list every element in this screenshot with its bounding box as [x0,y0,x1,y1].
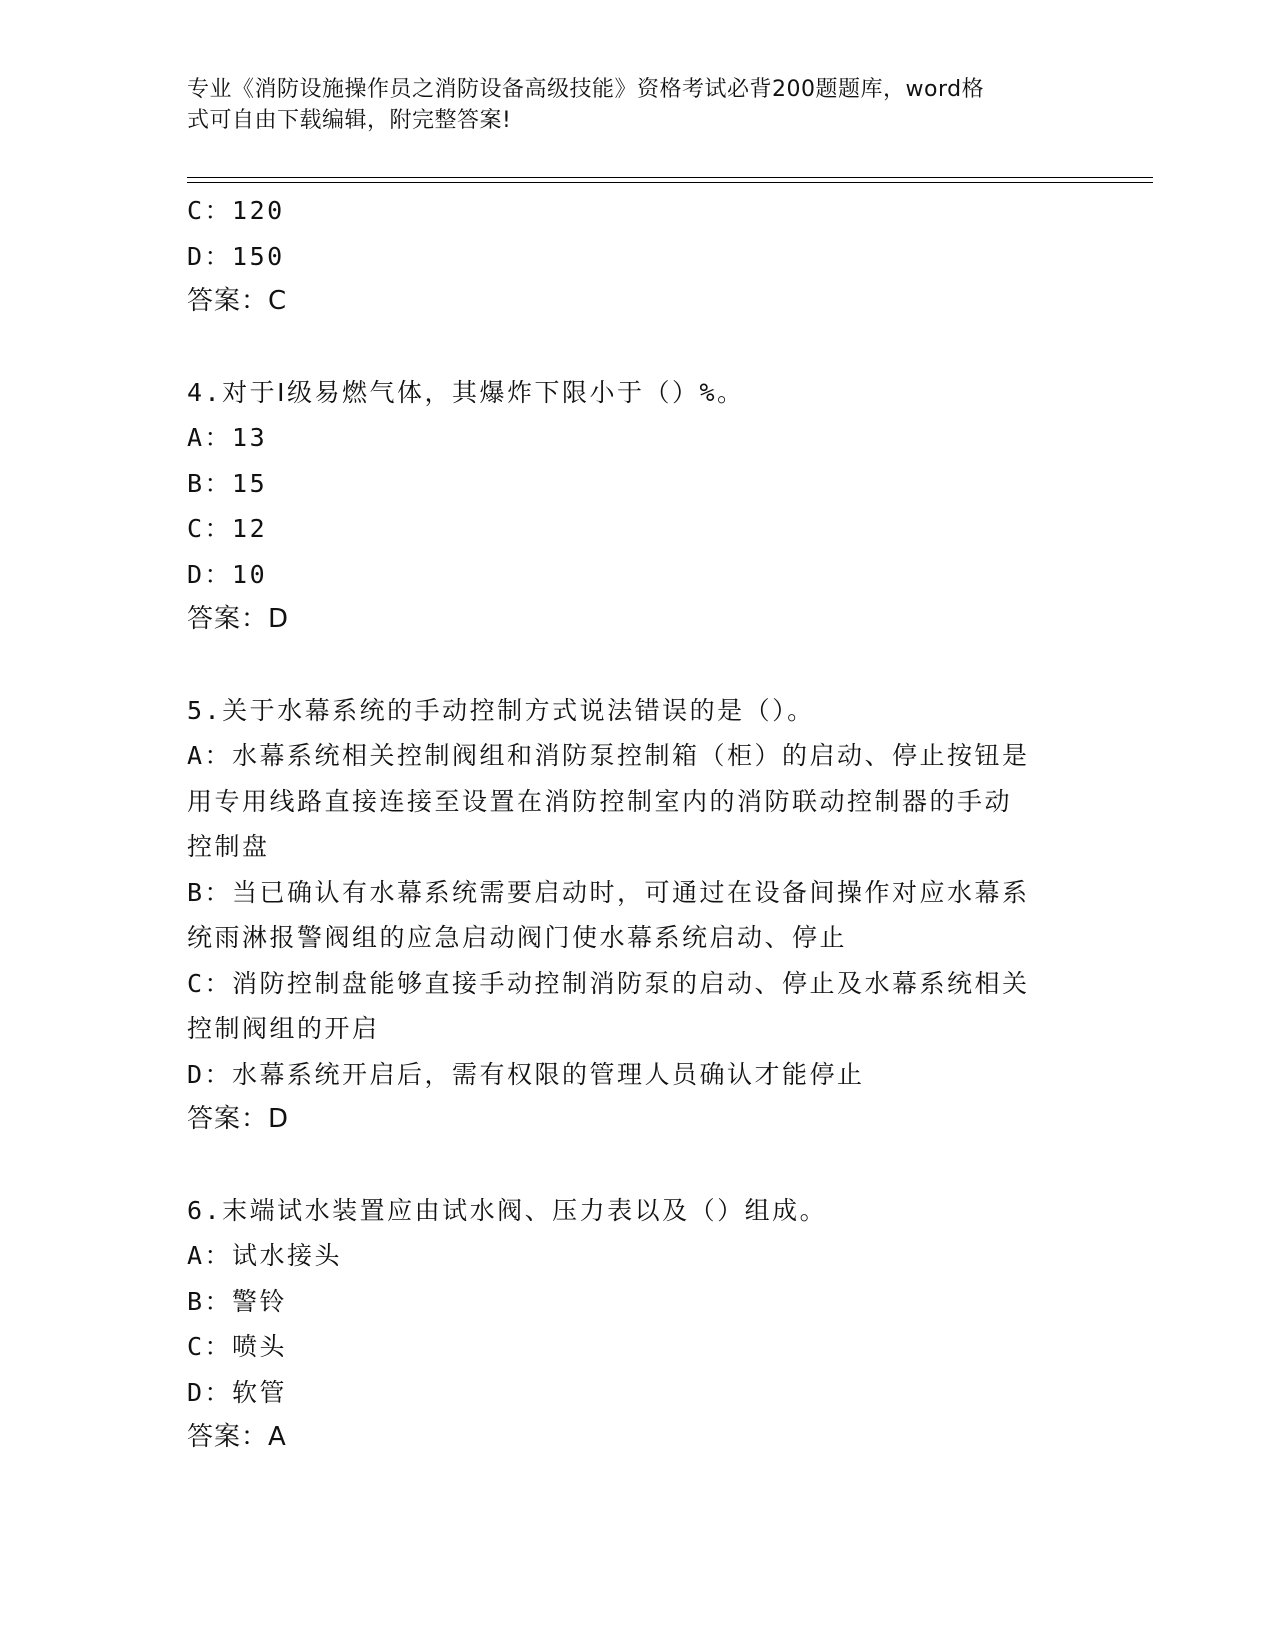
answer: 答案：D [187,1104,290,1134]
question-text: 4.对于Ⅰ级易燃气体，其爆炸下限小于（）%。 [187,377,745,407]
question-6 [187,1188,1087,1461]
spacer [187,1143,1087,1188]
spacer [187,325,1087,370]
question-text: 5.关于水幕系统的手动控制方式说法错误的是（）。 [187,695,815,725]
header-rule-bottom [187,182,1153,183]
question-5 [187,688,1087,1143]
header-line-2: 式可自由下载编辑，附完整答案! [187,108,512,133]
answer: 答案：A [187,1422,287,1452]
option-a-line-1: A：水幕系统相关控制阀组和消防泵控制箱（柜）的启动、停止按钮是 [187,741,1030,770]
option-a: A：13 [187,423,268,452]
header-rule-top [187,177,1153,178]
question-text: 6.末端试水装置应由试水阀、压力表以及（）组成。 [187,1195,828,1225]
option-b [187,870,1087,961]
spacer [187,643,1087,688]
question-4 [187,370,1087,643]
answer: 答案：D [187,604,290,634]
option-a-line-2: 用专用线路直接连接至设置在消防控制室内的消防联动控制器的手动 [187,786,1013,816]
option-d: D：150 [187,241,285,271]
option-c: C：12 [187,514,268,543]
document-body [187,188,1087,1461]
option-b-line-2: 统雨淋报警阀组的应急启动阀门使水幕系统启动、停止 [187,923,848,952]
header-line-1: 专业《消防设施操作员之消防设备高级技能》资格考试必背200题题库，word格 [187,77,985,102]
option-b: B：15 [187,468,268,498]
document-header [187,74,1067,136]
option-a: A：试水接头 [187,1241,343,1270]
option-a-line-3: 控制盘 [187,832,270,861]
option-d: D：10 [187,559,268,589]
option-c-line-1: C：消防控制盘能够直接手动控制消防泵的启动、停止及水幕系统相关 [187,968,1030,998]
option-d: D：软管 [187,1377,288,1407]
option-a [187,733,1087,870]
question-3 [187,188,1087,325]
option-c: C：喷头 [187,1332,288,1361]
answer: 答案：C [187,286,288,316]
option-d [187,1052,1087,1098]
option-c-line-2: 控制阀组的开启 [187,1014,380,1043]
option-d-line-1: D：水幕系统开启后，需有权限的管理人员确认才能停止 [187,1059,865,1089]
option-b: B：警铃 [187,1286,288,1316]
option-c [187,961,1087,1052]
option-c: C：120 [187,196,285,225]
option-b-line-1: B：当已确认有水幕系统需要启动时，可通过在设备间操作对应水幕系 [187,877,1030,907]
